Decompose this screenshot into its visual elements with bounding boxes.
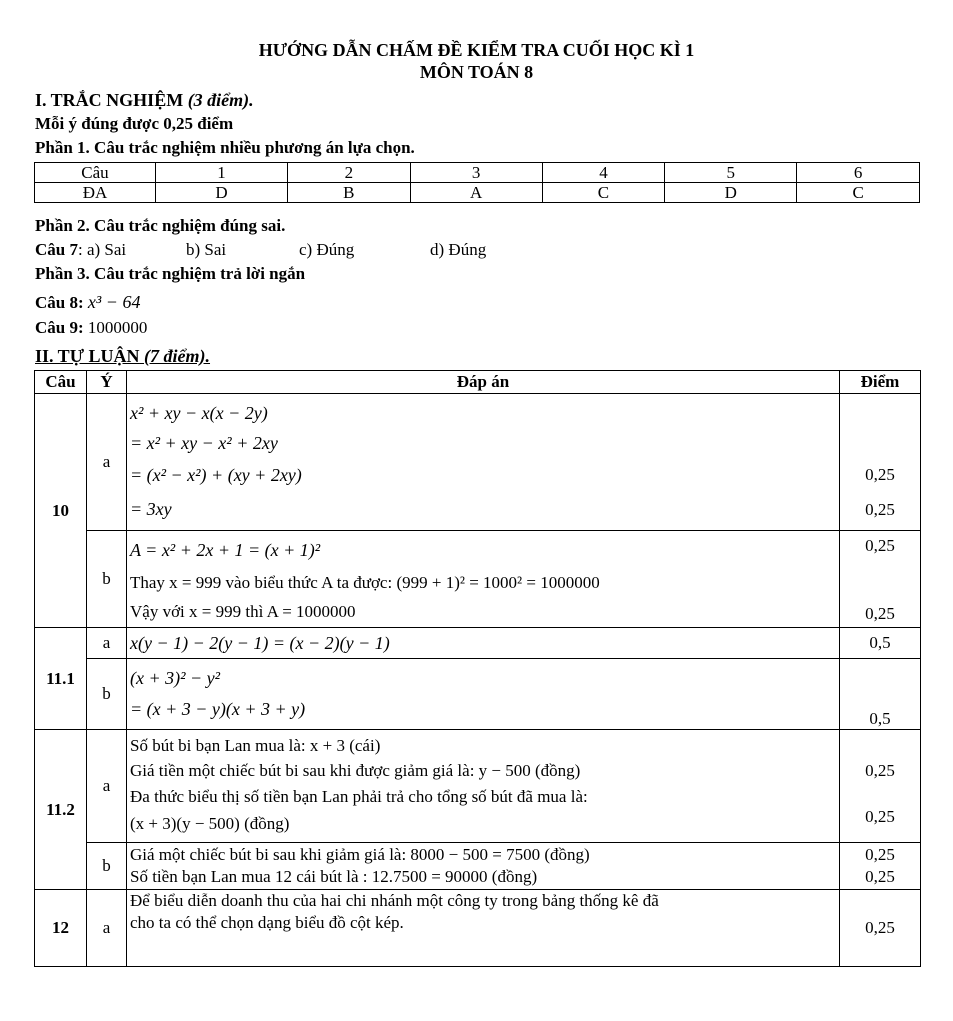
answer-line: Giá một chiếc bút bi sau khi giảm giá là: 8000 − 500 = 7500 (đồng)	[130, 845, 590, 864]
answer-line: = 3xy	[130, 499, 172, 519]
answer-cell	[127, 730, 840, 843]
mc-answer: B	[287, 183, 410, 203]
mc-row-label: Câu	[35, 163, 156, 183]
doc-title: HƯỚNG DẪN CHẤM ĐỀ KIỂM TRA CUỐI HỌC KÌ 1	[258, 40, 695, 60]
answer-cell	[127, 531, 840, 628]
answer-line: = (x + 3 − y)(x + 3 + y)	[130, 699, 306, 719]
mc-question: 5	[665, 163, 797, 183]
answer-line: = (x² − x²) + (xy + 2xy)	[130, 465, 302, 485]
score-value: 0,25	[865, 536, 895, 555]
mc-answer-row	[35, 183, 920, 203]
essay-header-row	[35, 371, 921, 394]
table-row	[35, 890, 921, 967]
answer-cell	[127, 890, 840, 967]
q9-answer: 1000000	[87, 318, 148, 337]
mc-answer: D	[156, 183, 288, 203]
mc-question-row	[35, 163, 920, 183]
score-value: 0,25	[865, 867, 895, 886]
item-letter: b	[87, 531, 127, 628]
col-item-header: Ý	[87, 371, 127, 394]
item-letter: b	[87, 659, 127, 730]
score-value: 0,25	[865, 465, 895, 484]
score-cell	[840, 531, 921, 628]
col-question-header: Câu	[35, 371, 87, 394]
doc-subtitle: MÔN TOÁN 8	[419, 62, 534, 82]
answer-line: (x + 3)² − y²	[130, 668, 221, 688]
mc-question: 6	[797, 163, 920, 183]
score-value: 0,25	[865, 500, 895, 519]
mc-answer: C	[797, 183, 920, 203]
question-number: 11.2	[35, 730, 87, 890]
mc-answer-table	[34, 162, 920, 203]
score-cell: 0,5	[840, 659, 921, 730]
scoring-note: Mỗi ý đúng được 0,25 điểm	[35, 114, 234, 133]
answer-line: x(y − 1) − 2(y − 1) = (x − 2)(y − 1)	[130, 633, 390, 653]
answer-line: Số tiền bạn Lan mua 12 cái bút là : 12.7500 = 90000 (đồng)	[130, 867, 538, 886]
answer-line: Vậy với x = 999 thì A = 1000000	[130, 602, 356, 621]
q7-answers	[35, 240, 487, 260]
answer-line: Để biểu diễn doanh thu của hai chi nhánh một công ty trong bảng thống kê đã	[130, 891, 659, 910]
score-cell	[840, 843, 921, 890]
mc-answer: A	[410, 183, 542, 203]
col-answer-header: Đáp án	[127, 371, 840, 394]
score-cell	[840, 394, 921, 531]
item-letter: a	[87, 628, 127, 659]
q8-answer-line	[35, 292, 140, 313]
table-row	[35, 843, 921, 890]
table-row	[35, 531, 921, 628]
sec1-title: Phần 1. Câu trắc nghiệm nhiều phương án lựa chọn.	[35, 138, 415, 157]
score-value: 0,25	[865, 807, 895, 826]
score-cell: 0,5	[840, 628, 921, 659]
part1-points: (3 điểm).	[187, 90, 254, 110]
q7-b: b) Sai	[186, 240, 227, 259]
q7-a: : a) Sai	[77, 240, 127, 259]
mc-question: 4	[542, 163, 665, 183]
q7-c: c) Đúng	[299, 240, 355, 259]
answer-line: = x² + xy − x² + 2xy	[130, 433, 278, 453]
mc-question: 2	[287, 163, 410, 183]
answer-line: Giá tiền một chiếc bút bi sau khi được giảm giá là: y − 500 (đồng)	[130, 761, 581, 780]
part2-heading-text: II. TỰ LUẬN	[35, 346, 140, 366]
q8-label: Câu 8:	[35, 293, 84, 312]
question-number: 11.1	[35, 628, 87, 730]
question-number: 10	[35, 394, 87, 628]
score-cell: 0,25	[840, 890, 921, 967]
answer-cell	[127, 394, 840, 531]
table-row	[35, 730, 921, 843]
col-score-header: Điểm	[840, 371, 921, 394]
score-value: 0,25	[865, 761, 895, 780]
item-letter: a	[87, 730, 127, 843]
score-value: 0,25	[865, 845, 895, 864]
q7-d: d) Đúng	[430, 240, 487, 259]
essay-answer-table	[34, 370, 921, 967]
part2-heading	[35, 346, 210, 366]
answer-cell	[127, 628, 840, 659]
question-number: 12	[35, 890, 87, 967]
table-row	[35, 628, 921, 659]
answer-line: Thay x = 999 vào biểu thức A ta được: (999 + 1)² = 1000² = 1000000	[130, 573, 600, 592]
sec3-title: Phần 3. Câu trắc nghiệm trả lời ngắn	[35, 264, 306, 283]
score-cell	[840, 730, 921, 843]
table-row	[35, 394, 921, 531]
item-letter: a	[87, 394, 127, 531]
table-row	[35, 659, 921, 730]
answer-cell	[127, 659, 840, 730]
answer-line: A = x² + 2x + 1 = (x + 1)²	[130, 540, 321, 560]
item-letter: b	[87, 843, 127, 890]
answer-line: x² + xy − x(x − 2y)	[130, 403, 268, 423]
part1-heading	[35, 90, 254, 110]
answer-line: (x + 3)(y − 500) (đồng)	[130, 814, 290, 833]
answer-cell	[127, 843, 840, 890]
mc-row-label: ĐA	[35, 183, 156, 203]
part2-points: (7 điểm).	[144, 346, 211, 366]
mc-answer: C	[542, 183, 665, 203]
q9-answer-line	[35, 318, 147, 338]
q7-label: Câu 7	[35, 240, 78, 259]
answer-line: cho ta có thể chọn dạng biểu đồ cột kép.	[130, 913, 404, 932]
answer-line: Số bút bi bạn Lan mua là: x + 3 (cái)	[130, 736, 381, 755]
score-value: 0,25	[865, 604, 895, 623]
q8-answer: x³ − 64	[87, 292, 141, 312]
answer-line: Đa thức biểu thị số tiền bạn Lan phải trả cho tổng số bút đã mua là:	[130, 787, 588, 806]
item-letter: a	[87, 890, 127, 967]
mc-answer: D	[665, 183, 797, 203]
mc-question: 3	[410, 163, 542, 183]
mc-question: 1	[156, 163, 288, 183]
part1-heading-text: I. TRẮC NGHIỆM	[35, 90, 184, 110]
sec2-title: Phần 2. Câu trắc nghiệm đúng sai.	[35, 216, 286, 235]
q9-label: Câu 9:	[35, 318, 84, 337]
